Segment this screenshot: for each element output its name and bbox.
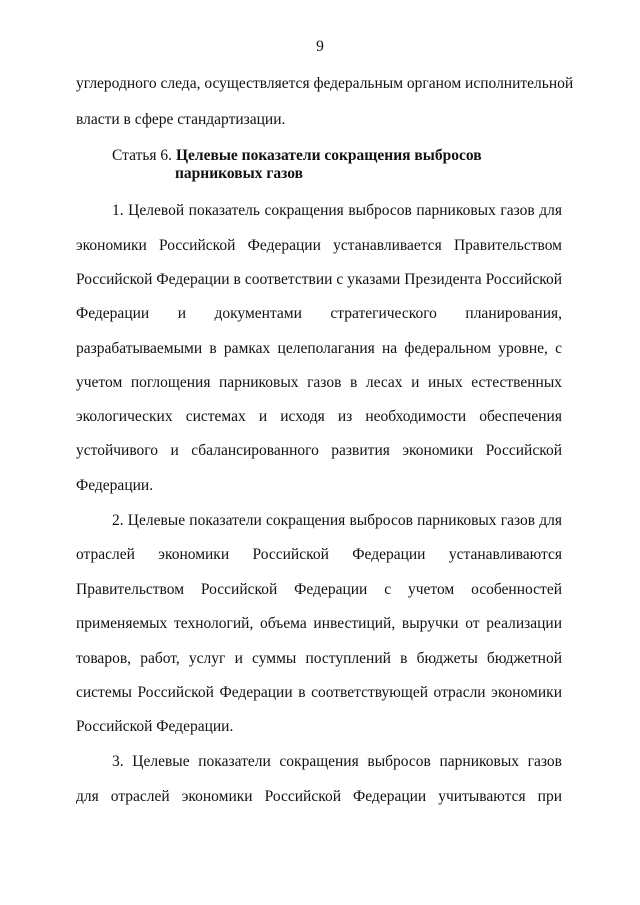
text-line: системы Российской Федерации в соответствующей отрасли экономики <box>76 684 562 701</box>
text-line: для отраслей экономики Российской Федерации учитываются при <box>76 788 562 805</box>
text-line: 2. Целевые показатели сокращения выбросов парниковых газов для <box>112 512 562 529</box>
text-line: применяемых технологий, объема инвестиций, выручки от реализации <box>76 615 562 632</box>
page-number: 9 <box>316 38 324 55</box>
text-line: Правительством Российской Федерации с учетом особенностей <box>76 581 562 598</box>
text-line: экологических системах и исходя из необходимости обеспечения <box>76 408 562 425</box>
text-line: Федерации. <box>76 477 154 494</box>
text-line: Федерации и документами стратегического планирования, <box>76 305 562 322</box>
text-line: власти в сфере стандартизации. <box>76 111 286 128</box>
text-line: устойчивого и сбалансированного развития экономики Российской <box>76 442 562 459</box>
article-title: Целевые показатели сокращения выбросов <box>175 147 482 164</box>
text-line: разрабатываемыми в рамках целеполагания на федеральном уровне, с <box>76 340 562 357</box>
text-line: учетом поглощения парниковых газов в лесах и иных естественных <box>76 374 562 391</box>
text-line: Российской Федерации. <box>76 718 234 735</box>
text-line: 3. Целевые показатели сокращения выбросов парниковых газов <box>112 753 562 770</box>
text-line: товаров, работ, услуг и суммы поступлений в бюджеты бюджетной <box>76 650 562 667</box>
text-line: углеродного следа, осуществляется федеральным органом исполнительной <box>76 75 574 92</box>
text-line: Российской Федерации в соответствии с указами Президента Российской <box>76 271 562 288</box>
article-heading <box>112 146 482 166</box>
text-line: 1. Целевой показатель сокращения выбросов парниковых газов для <box>112 202 562 219</box>
article-number: Статья 6. <box>112 147 173 164</box>
article-title-continued: парниковых газов <box>175 165 304 182</box>
text-line: отраслей экономики Российской Федерации устанавливаются <box>76 546 562 563</box>
text-line: экономики Российской Федерации устанавливается Правительством <box>76 237 562 254</box>
